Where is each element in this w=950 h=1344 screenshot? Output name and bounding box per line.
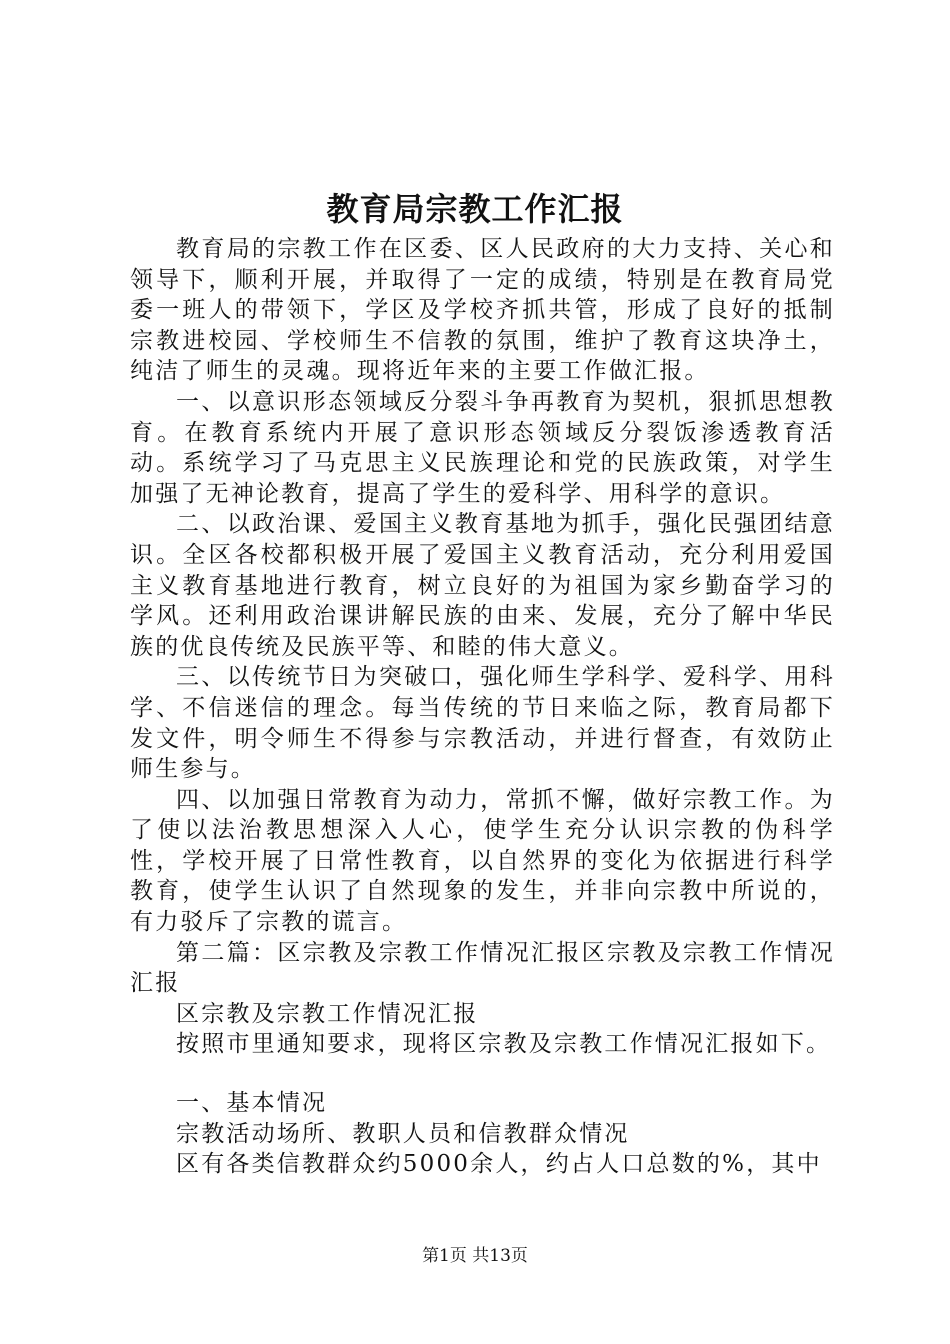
- paragraph-believers: 区有各类信教群众约5000余人，约占人口总数的%，其中: [176, 1151, 822, 1178]
- paragraph-section-2: 二、以政治课、爱国主义教育基地为抓手，强化民强团结意识。全区各校都积极开展了爱国主义教育活动，充分利用爱国主义教育基地进行教育，树立良好的为祖国为家乡勤奋学习的学风。还利用政治课讲解民族的由来、发展，充分了解中华民族的优良传统及民族平等、和睦的伟大意义。: [130, 511, 835, 660]
- paragraph-second-article-heading: 第二篇：区宗教及宗教工作情况汇报区宗教及宗教工作情况汇报: [130, 939, 835, 997]
- paragraph-section-4: 四、以加强日常教育为动力，常抓不懈，做好宗教工作。为了使以法治教思想深入人心，使学生充分认识宗教的伪科学性，学校开展了日常性教育，以自然界的变化为依据进行科学教育，使学生认识了自然现象的发生，并非向宗教中所说的，有力驳斥了宗教的谎言。: [130, 786, 835, 936]
- document-body: [130, 234, 835, 1180]
- paragraph-section-1: 一、以意识形态领域反分裂斗争再教育为契机，狠抓思想教育。在教育系统内开展了意识形态领域反分裂饭渗透教育活动。系统学习了马克思主义民族理论和党的民族政策，对学生加强了无神论教育，提高了学生的爱科学、用科学的意识。: [130, 388, 835, 507]
- paragraph-section-3: 三、以传统节日为突破口，强化师生学科学、爱科学、用科学、不信迷信的理念。每当传统的节日来临之际，教育局都下发文件，明令师生不得参与宗教活动，并进行督查，有效防止师生参与。: [130, 664, 835, 783]
- document-title: 教育局宗教工作汇报: [326, 190, 624, 228]
- paragraph-subtitle: 区宗教及宗教工作情况汇报: [176, 1000, 479, 1027]
- paragraph-venues-heading: 宗教活动场所、教职人员和信教群众情况: [176, 1120, 630, 1147]
- paragraph-intro: 教育局的宗教工作在区委、区人民政府的大力支持、关心和领导下，顺利开展，并取得了一定的成绩，特别是在教育局党委一班人的带领下，学区及学校齐抓共管，形成了良好的抵制宗教进校园、学校师生不信教的氛围，维护了教育这块净土，纯洁了师生的灵魂。现将近年来的主要工作做汇报。: [130, 236, 835, 385]
- page-footer: 第1页 共13页: [422, 1246, 528, 1266]
- paragraph-report-intro: 按照市里通知要求，现将区宗教及宗教工作情况汇报如下。: [176, 1031, 832, 1058]
- paragraph-basic-situation-heading: 一、基本情况: [176, 1090, 328, 1117]
